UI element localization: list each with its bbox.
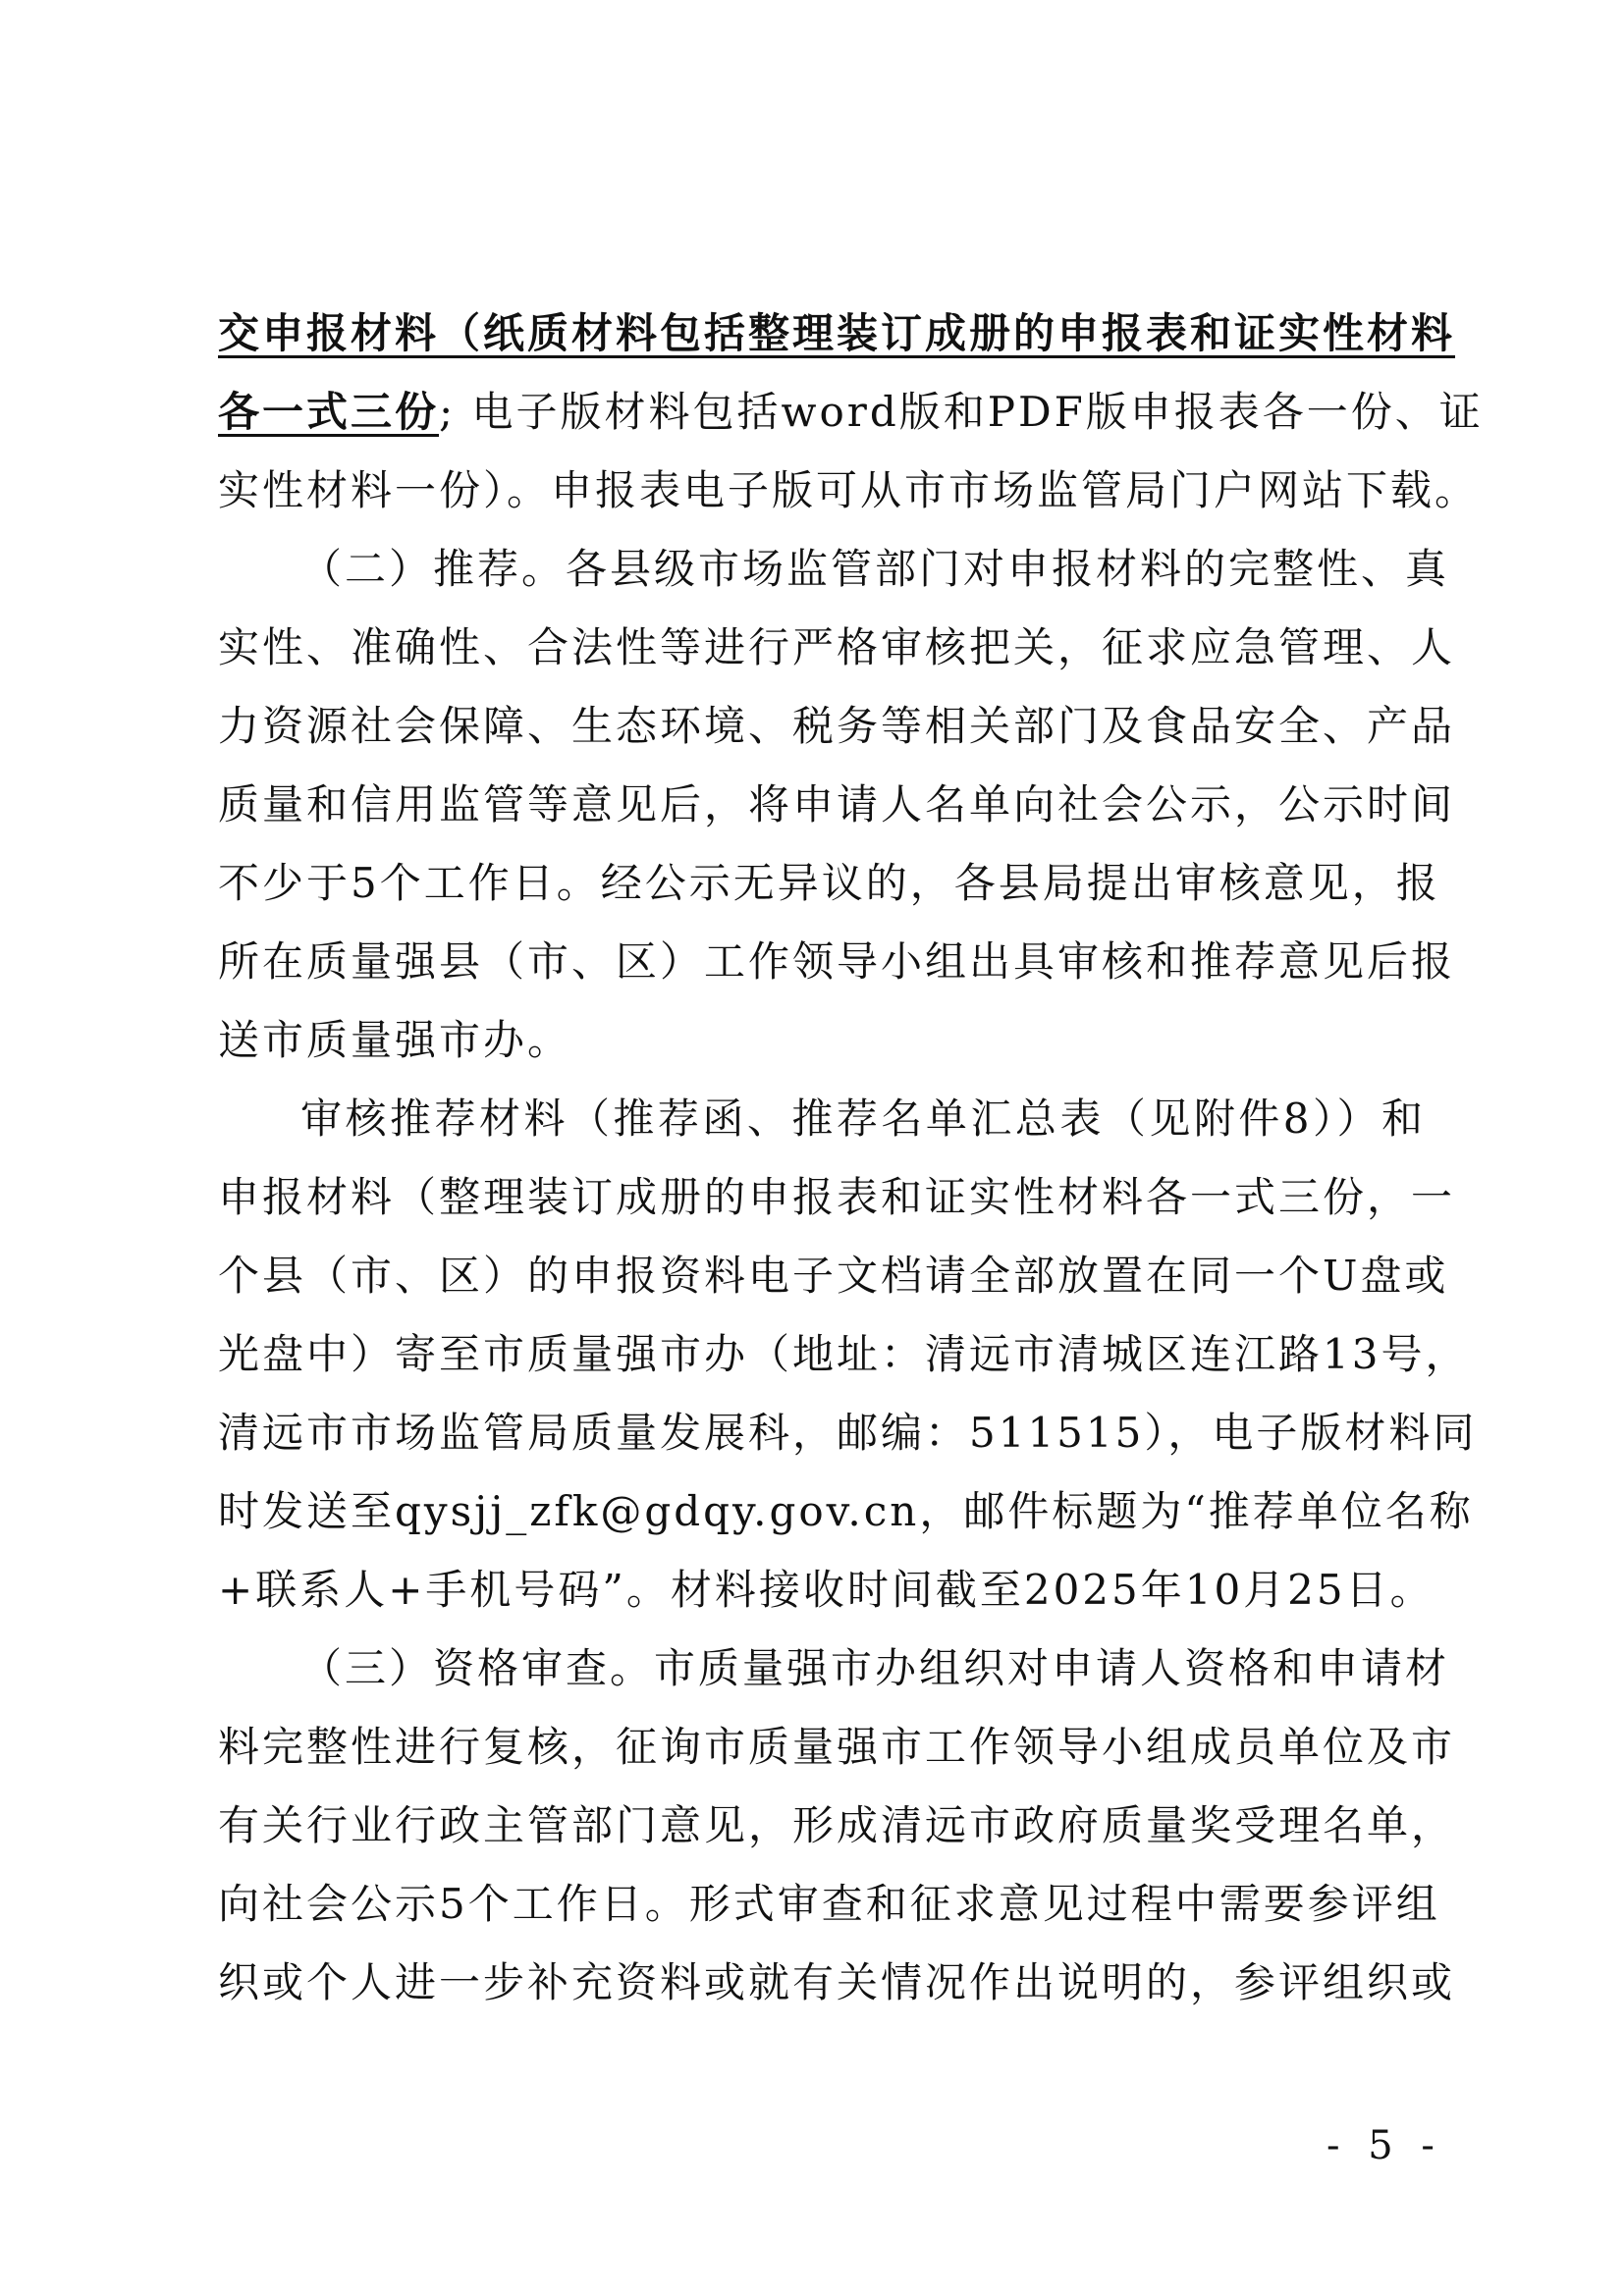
paragraph-4-line-5: 织或个人进一步补充资料或就有关情况作出说明的，参评组织或: [218, 1958, 1456, 2006]
underlined-text: 各一式三份: [218, 388, 440, 436]
paragraph-3-line-1: 审核推荐材料（推荐函、推荐名单汇总表（见附件8））和: [300, 1095, 1426, 1143]
paragraph-2-line-2: 实性、准确性、合法性等进行严格审核把关，征求应急管理、人: [218, 623, 1456, 671]
paragraph-text: ; 电子版材料包括word版和PDF版申报表各一份、证: [439, 388, 1484, 436]
paragraph-4-line-3: 有关行业行政主管部门意见，形成清远市政府质量奖受理名单，: [218, 1801, 1456, 1849]
page-number: - 5 -: [1326, 2123, 1442, 2168]
underlined-text: 交申报材料（纸质材料包括整理装订成册的申报表和证实性材料: [218, 309, 1456, 357]
paragraph-3-line-4: 光盘中）寄至市质量强市办（地址：清远市清城区连江路13号，: [218, 1330, 1470, 1378]
paragraph-4-line-4: 向社会公示5个工作日。形式审查和征求意见过程中需要参评组: [218, 1880, 1440, 1928]
paragraph-2-line-6: 所在质量强县（市、区）工作领导小组出具审核和推荐意见后报: [218, 937, 1456, 986]
paragraph-1-line-2: [218, 373, 1484, 452]
paragraph-1-line-1: [218, 294, 1456, 373]
paragraph-2-line-5: 不少于5个工作日。经公示无异议的，各县局提出审核意见，报: [218, 859, 1440, 907]
paragraph-3-line-6: 时发送至qysjj_zfk@gdqy.gov.cn，邮件标题为“推荐单位名称: [218, 1487, 1474, 1535]
paragraph-4-line-1: （三）资格审查。市质量强市办组织对申请人资格和申请材: [300, 1644, 1450, 1692]
paragraph-2-line-7: 送市质量强市办。: [218, 1016, 572, 1064]
paragraph-3-line-7: +联系人+手机号码”。材料接收时间截至2025年10月25日。: [218, 1566, 1435, 1614]
paragraph-3-line-3: 个县（市、区）的申报资料电子文档请全部放置在同一个U盘或: [218, 1252, 1449, 1300]
paragraph-2-line-3: 力资源社会保障、生态环境、税务等相关部门及食品安全、产品: [218, 702, 1456, 750]
paragraph-3-line-2: 申报材料（整理装订成册的申报表和证实性材料各一式三份，一: [218, 1173, 1456, 1221]
paragraph-2-line-4: 质量和信用监管等意见后，将申请人名单向社会公示，公示时间: [218, 780, 1456, 828]
paragraph-1-line-3: 实性材料一份）。申报表电子版可从市市场监管局门户网站下载。: [218, 466, 1480, 514]
paragraph-4-line-2: 料完整性进行复核，征询市质量强市工作领导小组成员单位及市: [218, 1723, 1456, 1771]
paragraph-3-line-5: 清远市市场监管局质量发展科，邮编：511515），电子版材料同: [218, 1409, 1478, 1457]
paragraph-2-line-1: （二）推荐。各县级市场监管部门对申报材料的完整性、真: [300, 545, 1450, 593]
